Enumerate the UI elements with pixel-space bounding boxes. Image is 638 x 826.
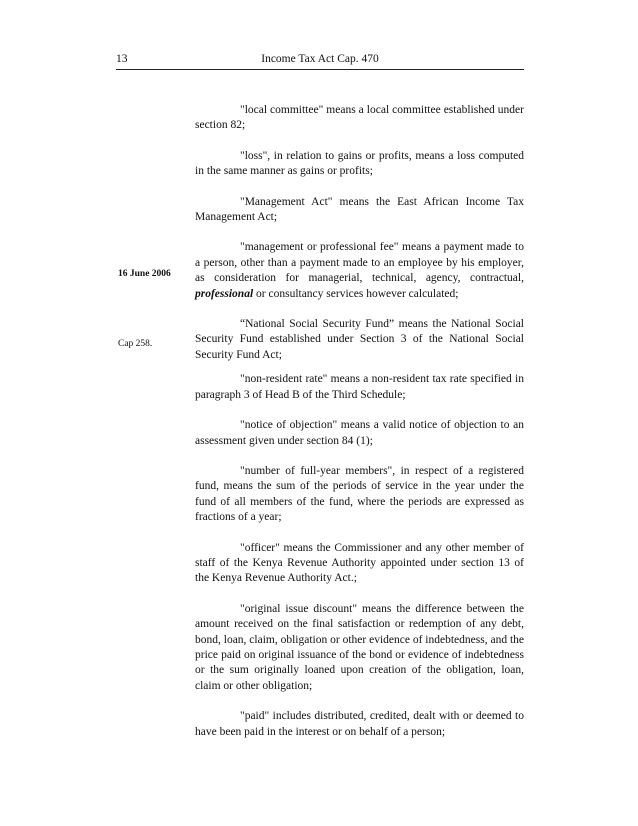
management-fee-text-end: or consultancy services however calculated; — [256, 287, 459, 300]
definition-officer: "officer" means the Commissioner and any other member of staff of the Kenya Revenue Authority appointed under section 13 of the Kenya Revenue Authority Act.; — [195, 541, 524, 585]
definition-loss: "loss", in relation to gains or profits, means a loss computed in the same manner as gains or profits; — [195, 149, 524, 178]
definitions-body — [195, 103, 524, 740]
page-number: 13 — [116, 53, 128, 65]
page-header — [116, 55, 524, 70]
management-fee-text-start: "management or professional fee" means a payment made to a person, other than a payment made to an employee by his employer, as consideration for managerial, technical, agency, contractual, — [195, 241, 524, 285]
definition-local-committee: "local committee" means a local committee established under section 82; — [195, 104, 524, 132]
definition-management-fee — [195, 240, 524, 302]
definition-notice-of-objection: "notice of objection" means a valid notice of objection to an assessment given under section 84 (1); — [195, 419, 524, 447]
definition-nssf: “National Social Security Fund” means the National Social Security Fund established under Section 3 of the National Social Security Fund Act; — [195, 318, 524, 361]
margin-note-cap: Cap 258. — [118, 339, 153, 349]
margin-note-date: 16 June 2006 — [118, 269, 171, 279]
definition-non-resident-rate: "non-resident rate" means a non-resident tax rate specified in paragraph 3 of Head B of the Third Schedule; — [195, 373, 524, 401]
definition-full-year-members: "number of full-year members", in respect of a registered fund, means the sum of the periods of service in the year under the fund of all members of the fund, where the periods are expressed as fractions of a year; — [195, 464, 524, 524]
management-fee-emphasis: professional — [195, 287, 254, 300]
definition-original-issue-discount: "original issue discount" means the difference between the amount received on the final satisfaction or redemption of any debt, bond, loan, claim, obligation or other evidence of indebtedness, and the price paid on original issuance of the bond or evidence of indebtedness or the sum originally loaned upon creation of the obligation, loan, claim or other obligation; — [195, 602, 524, 692]
definition-management-act: "Management Act" means the East African Income Tax Management Act; — [195, 195, 524, 224]
running-title: Income Tax Act Cap. 470 — [261, 53, 379, 65]
definition-paid: "paid" includes distributed, credited, dealt with or deemed to have been paid in the interest or on behalf of a person; — [195, 710, 524, 738]
